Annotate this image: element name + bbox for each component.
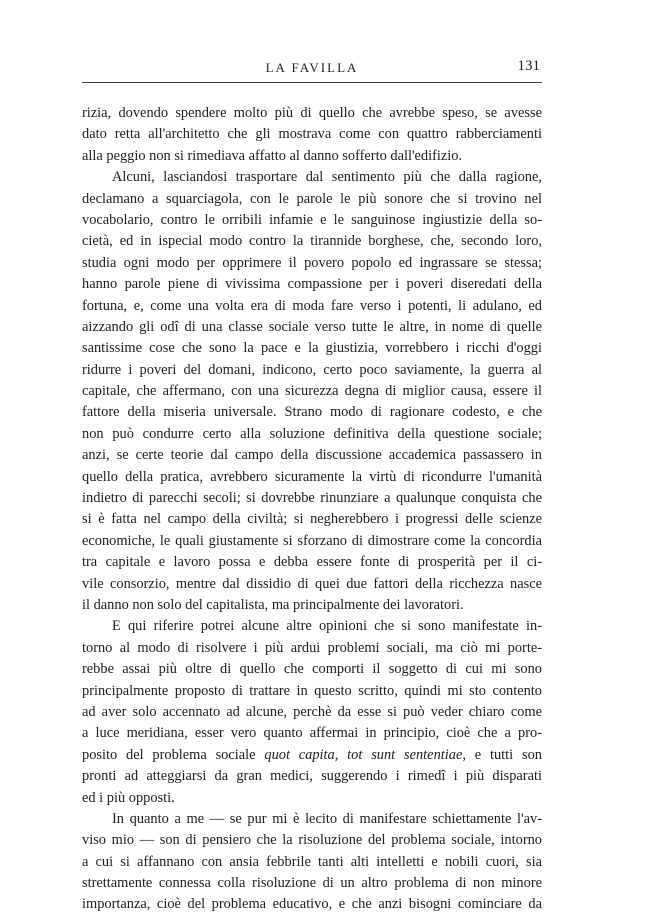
text-line: studia ogni modo per opprimere il povero popolo ed ingrassare se stessa; [82, 254, 542, 271]
text-segment: posito del problema sociale [82, 746, 256, 763]
paragraph [82, 167, 542, 616]
text-line: economiche, le quali giustamente si sforzano di dimostrare come la concordia [82, 532, 542, 549]
paragraph [82, 616, 542, 809]
text-line: il danno non solo del capitalista, ma principalmente dei lavoratori. [82, 596, 464, 613]
text-line: rizia, dovendo spendere molto più di quello che avrebbe speso, se avesse [82, 105, 542, 121]
text-line: a luce meridiana, esser vero quanto affermai in principio, cioè che a pro- [82, 725, 542, 742]
text-line: ad aver solo accennato ad alcune, perchè da esse si può veder chiaro come [82, 703, 542, 720]
text-line: ed i più opposti. [82, 789, 175, 806]
running-title: LA FAVILLA [265, 60, 359, 75]
text-line: principalmente proposto di trattare in questo scritto, quindi mi sto contento [82, 682, 542, 699]
text-line: fortuna, e, come una volta era di moda fare verso i potenti, li adulano, ed [82, 297, 542, 314]
text-line: tra capitale e lavoro possa e debba essere fonte di prosperità per il ci- [82, 554, 542, 571]
paragraph [82, 103, 542, 167]
text-line: hanno parole piene di vivissima compassione per i poveri diseredati della [82, 276, 542, 293]
text-line: ridurre i poveri del domani, indicono, certo poco saviamente, la guerra al [82, 361, 542, 378]
text-line: non può condurre certo alla soluzione definitiva della questione sociale; [82, 425, 542, 442]
text-line: capitale, che affermano, con una sicurezza degna di miglior causa, essere il [82, 383, 542, 400]
text-line: declamano a squarciagola, con le parole le più sonore che si trovino nel [82, 190, 542, 207]
text-line: aizzando gli odî di una classe sociale verso tutte le altre, in nome di quelle [82, 318, 542, 335]
text-line: Alcuni, lasciandosi trasportare dal sentimento più che dalla ragione, [112, 169, 542, 186]
text-line: fattore della miseria universale. Strano modo di ragionare codesto, e che [82, 404, 542, 421]
text-line: importanza, cioè del problema educativo, e che anzi bisogni cominciare da [82, 896, 542, 913]
text-line: alla peggio non si rimediava affatto al danno sofferto dall'edifizio. [82, 147, 463, 164]
page-number: 131 [517, 58, 540, 74]
text-line: pronti ad atteggiarsi da gran medici, suggerendo i rimedî i più disparati [82, 768, 542, 785]
text-line: si è fatta nel campo della civiltà; si negherebbero i progressi delle scienze [82, 511, 542, 528]
text-line: anzi, se certe teorie dal campo della discussione accademica passassero in [82, 447, 542, 464]
body-text [82, 103, 542, 916]
text-line: a cui si affannano con ansia febbrile tanti alti intelletti e nobili cuori, sia [82, 853, 542, 870]
text-line: torno al modo di risolvere i più ardui problemi sociali, ma ciò mi porte- [82, 639, 542, 656]
text-line: vile consorzio, mentre dal dissidio di quei due fattori della ricchezza nasce [82, 575, 542, 592]
text-line: viso mio — son di pensiero che la risoluzione del problema sociale, intorno [82, 832, 542, 849]
text-line: rebbe assai più oltre di quello che comporti il soggetto di cui mi sono [82, 661, 542, 678]
text-line: dato retta all'architetto che gli mostrava come con quattro rabberciamenti [82, 126, 542, 143]
text-line: E qui riferire potrei alcune altre opinioni che si sono manifestate in- [112, 618, 542, 635]
text-line: indietro di parecchi secoli; si dovrebbe rinunziare a qualunque conquista che [82, 490, 542, 507]
text-line: santissime cose che sono la pace e la giustizia, vorrebbero i ricchi d'oggi [82, 340, 542, 357]
latin-quote: quot capita, tot sunt sententiae, [264, 746, 466, 763]
page-header [82, 58, 542, 83]
text-line: vocabolario, contro le orribili infamie e le sanguinose ingiustizie della so- [82, 211, 542, 228]
text-line: strettamente connessa colla risoluzione di un altro problema di non minore [82, 875, 542, 892]
text-line: quello della pratica, avrebbero sicuramente la virtù di ricondurre l'umanità [82, 468, 542, 485]
text-segment: e tutti son [474, 746, 542, 763]
text-line-mixed [82, 745, 542, 766]
text-line: cietà, ed in ispecial modo contro la tirannide borghese, che, secondo loro, [82, 233, 542, 250]
text-line: In quanto a me — se pur mi è lecito di manifestare schiettamente l'av- [112, 810, 542, 827]
